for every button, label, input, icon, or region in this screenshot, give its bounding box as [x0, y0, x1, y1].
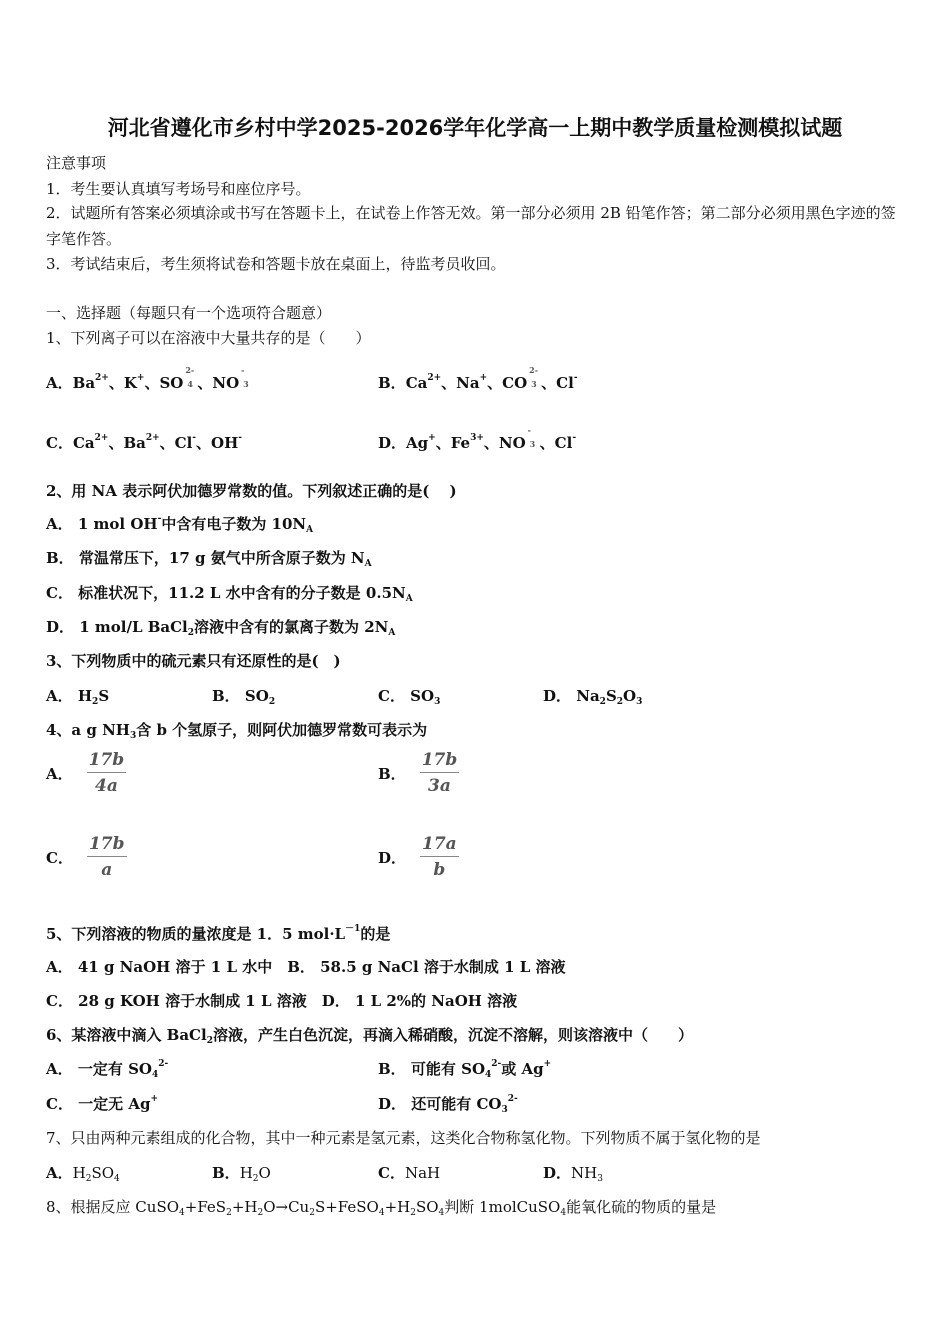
q6-option-a[interactable]: A． 一定有 $SO_4^{2-}$ — [46, 1059, 169, 1080]
note-item-1: 1．考生要认真填写考场号和座位序号。 — [46, 180, 311, 198]
question-7-stem: 7、只由两种元素组成的化合物，其中一种元素是氢元素，这类化合物称氢化物。下列物质不属于氢化物的是 — [46, 1129, 761, 1147]
question-4-stem: 4、a g $NH_3$含 b 个氢原子，则阿伏加德罗常数可表示为 — [46, 721, 428, 741]
q7-option-b[interactable]: B．$H_2O$ — [212, 1164, 271, 1184]
fraction-c: $\frac{17b}{a}$ — [88, 834, 125, 880]
q5-options-cd[interactable]: C． 28 g KOH 溶于水制成 1 L 溶液 D． 1 L 2%的 NaOH 溶液 — [46, 992, 518, 1010]
section-heading: 一、选择题（每题只有一个选项符合题意） — [46, 304, 332, 322]
q1-option-c[interactable]: C．$Ca^{2+}$、$Ba^{2+}$、Cl-、OH- — [46, 433, 243, 452]
question-8-stem: 8、根据反应 $CuSO_4+FeS_2+H_2O\to Cu_2S+FeSO_4+H_2SO_4$判断 1molCuSO$_4$能氧化硫的物质的量是 — [46, 1198, 717, 1218]
q7-option-d[interactable]: D．$NH_3$ — [543, 1164, 603, 1184]
note-item-2: 2．试题所有答案必须填涂或书写在答题卡上，在试卷上作答无效。第一部分必须用 2B 铅笔作答；第二部分必须用黑色字迹的签字笔作答。 — [46, 204, 896, 248]
q2-option-a[interactable]: A． 1 mol OH-中含有电子数为 $10N_A$ — [46, 514, 314, 535]
q4-option-c[interactable]: C． $\frac{17b}{a}$ — [46, 832, 127, 883]
q2-option-d[interactable]: D． 1 mol/L BaCl$_2$溶液中含有的氯离子数为 $2N_A$ — [46, 618, 396, 638]
q4-option-b[interactable]: B． $\frac{17b}{3a}$ — [378, 748, 459, 799]
q3-option-b[interactable]: B． $SO_2$ — [212, 687, 276, 707]
fraction-a: $\frac{17b}{4a}$ — [88, 750, 125, 796]
q4-option-d[interactable]: D． $\frac{17a}{b}$ — [378, 832, 459, 883]
question-2-stem: 2、用 NA 表示阿伏加德罗常数的值。下列叙述正确的是( ) — [46, 482, 457, 500]
q2-option-c[interactable]: C． 标准状况下，11.2 L 水中含有的分子数是 $0.5N_A$ — [46, 584, 413, 604]
q1-option-b[interactable]: B．$Ca^{2+}$、Na+、CO 2- 3 、Cl- — [378, 365, 578, 392]
q7-option-a[interactable]: A．$H_2SO_4$ — [46, 1164, 120, 1184]
q5-options-ab[interactable]: A． 41 g NaOH 溶于 1 L 水中 B． 58.5 g NaCl 溶于水制成 1 L 溶液 — [46, 958, 566, 976]
q3-option-c[interactable]: C． $SO_3$ — [378, 687, 441, 707]
q3-option-a[interactable]: A． $H_2S$ — [46, 687, 110, 707]
question-6-stem: 6、某溶液中滴入 BaCl$_2$溶液，产生白色沉淀，再滴入稀硝酸，沉淀不溶解，则该溶液中（ ） — [46, 1026, 693, 1046]
q4-option-a[interactable]: A． $\frac{17b}{4a}$ — [46, 748, 126, 799]
fraction-b: $\frac{17b}{3a}$ — [421, 750, 458, 796]
q1-option-d[interactable]: D．Ag+、$Fe^{3+}$、NO - 3 、Cl- — [378, 425, 577, 452]
q3-option-d[interactable]: D． $Na_2S_2O_3$ — [543, 687, 643, 707]
q1-option-a[interactable]: A．$Ba^{2+}$、K+、SO 2- 4 、NO - 3 — [46, 365, 249, 392]
question-1-stem: 1、下列离子可以在溶液中大量共存的是（ ） — [46, 329, 371, 347]
q6-option-b[interactable]: B． 可能有 $SO_4^{2-}$或 Ag+ — [378, 1059, 552, 1080]
question-5-stem: 5、下列溶液的物质的量浓度是 1．5 $mol\cdot L^{-1}$的是 — [46, 924, 391, 943]
note-item-3: 3．考试结束后，考生须将试卷和答题卡放在桌面上，待监考员收回。 — [46, 255, 506, 273]
q2-option-b[interactable]: B． 常温常压下，17 g 氨气中所含原子数为 $N_A$ — [46, 549, 372, 569]
question-3-stem: 3、下列物质中的硫元素只有还原性的是( ) — [46, 652, 341, 670]
page-title: 河北省遵化市乡村中学2025-2026学年化学高一上期中教学质量检测模拟试题 — [107, 116, 843, 140]
q6-option-d[interactable]: D． 还可能有 $CO_3^{2-}$ — [378, 1094, 518, 1115]
notes-heading: 注意事项 — [46, 154, 107, 172]
q6-option-c[interactable]: C． 一定无 Ag+ — [46, 1094, 159, 1113]
q7-option-c[interactable]: C．NaH — [378, 1164, 441, 1182]
fraction-d: $\frac{17a}{b}$ — [422, 834, 457, 880]
